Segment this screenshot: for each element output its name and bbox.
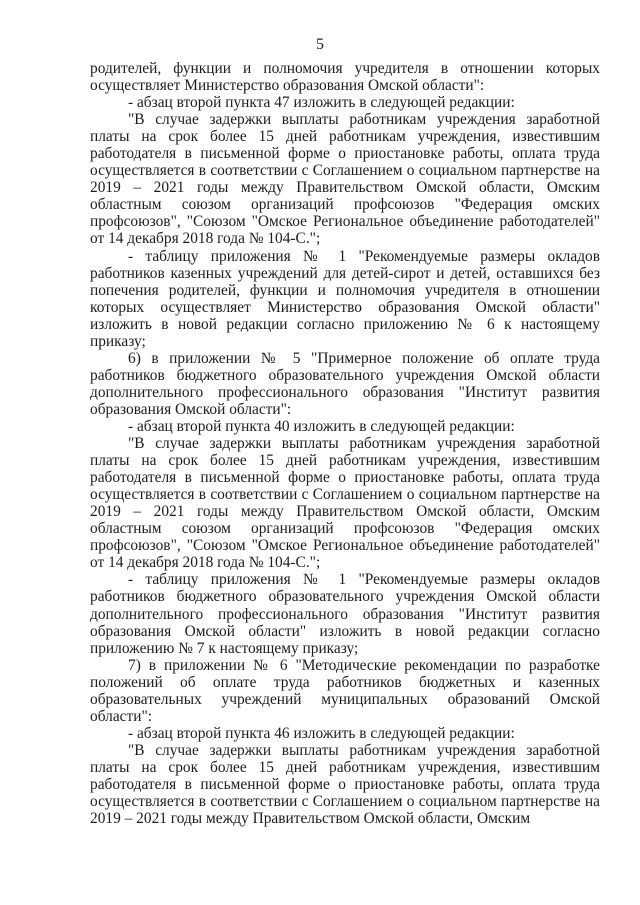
page-number: 5 (316, 36, 324, 53)
paragraph-quote-40: "В случае задержки выплаты работникам учреждения заработной платы на срок более 15 дней работникам учреждения, известившим работодателя в письменной форме о приостановке работы, оплата труда осуществляется в соответствии с Соглашением о социальном партнерстве на 2019 – 2021 годы между Правительством Омской области, Омским областным союзом организаций профсоюзов "Федерация омских профсоюзов", "Союзом "Омское Региональное объединение работодателей" от 14 декабря 2018 года № 104-С."; (90, 435, 600, 572)
paragraph-item-40: - абзац второй пункта 40 изложить в следующей редакции: (128, 417, 515, 435)
paragraph-point-7: 7) в приложении № 6 "Методические рекомендации по разработке положений об оплате труда работников бюджетных и казенных образовательных учреждений муниципальных образований Омской области": (90, 656, 600, 725)
paragraph-table-app1-kazennye: - таблицу приложения № 1 "Рекомендуемые размеры окладов работников казенных учреждений для детей-сирот и детей, оставшихся без попечения родителей, функции и полномочия учредителя в отношении которых осуществляет Министерство образования Омской области" изложить в новой редакции согласно приложению № 6 к настоящему приказу; (90, 247, 600, 350)
paragraph-quote-46: "В случае задержки выплаты работникам учреждения заработной платы на срок более 15 дней работникам учреждения, известившим работодателя в письменной форме о приостановке работы, оплата труда осуществляется в соответствии с Соглашением о социальном партнерстве на 2019 – 2021 годы между Правительством Омской области, Омским (90, 741, 600, 828)
paragraph-item-46: - абзац второй пункта 46 изложить в следующей редакции: (128, 724, 515, 742)
paragraph-table-app1-institut: - таблицу приложения № 1 "Рекомендуемые размеры окладов работников бюджетного образовательного учреждения Омской области дополнительного профессионального образования "Институт развития образования Омской области" изложить в новой редакции согласно приложению № 7 к настоящему приказу; (90, 571, 600, 657)
paragraph-point-6: 6) в приложении № 5 "Примерное положение об оплате труда работников бюджетного образовательного учреждения Омской области дополнительного профессионального образования "Институт развития образования Омской области": (90, 349, 600, 418)
paragraph-continuation: родителей, функции и полномочия учредителя в отношении которых осуществляет Министерство образования Омской области": (90, 60, 600, 95)
paragraph-item-47: - абзац второй пункта 47 изложить в следующей редакции: (128, 94, 515, 112)
paragraph-quote-47: "В случае задержки выплаты работникам учреждения заработной платы на срок более 15 дней работникам учреждения, известившим работодателя в письменной форме о приостановке работы, оплата труда осуществляется в соответствии с Соглашением о социальном партнерстве на 2019 – 2021 годы между Правительством Омской области, Омским областным союзом организаций профсоюзов "Федерация омских профсоюзов", "Союзом "Омское Региональное объединение работодателей" от 14 декабря 2018 года № 104-С."; (90, 111, 600, 248)
document-body (90, 60, 600, 827)
